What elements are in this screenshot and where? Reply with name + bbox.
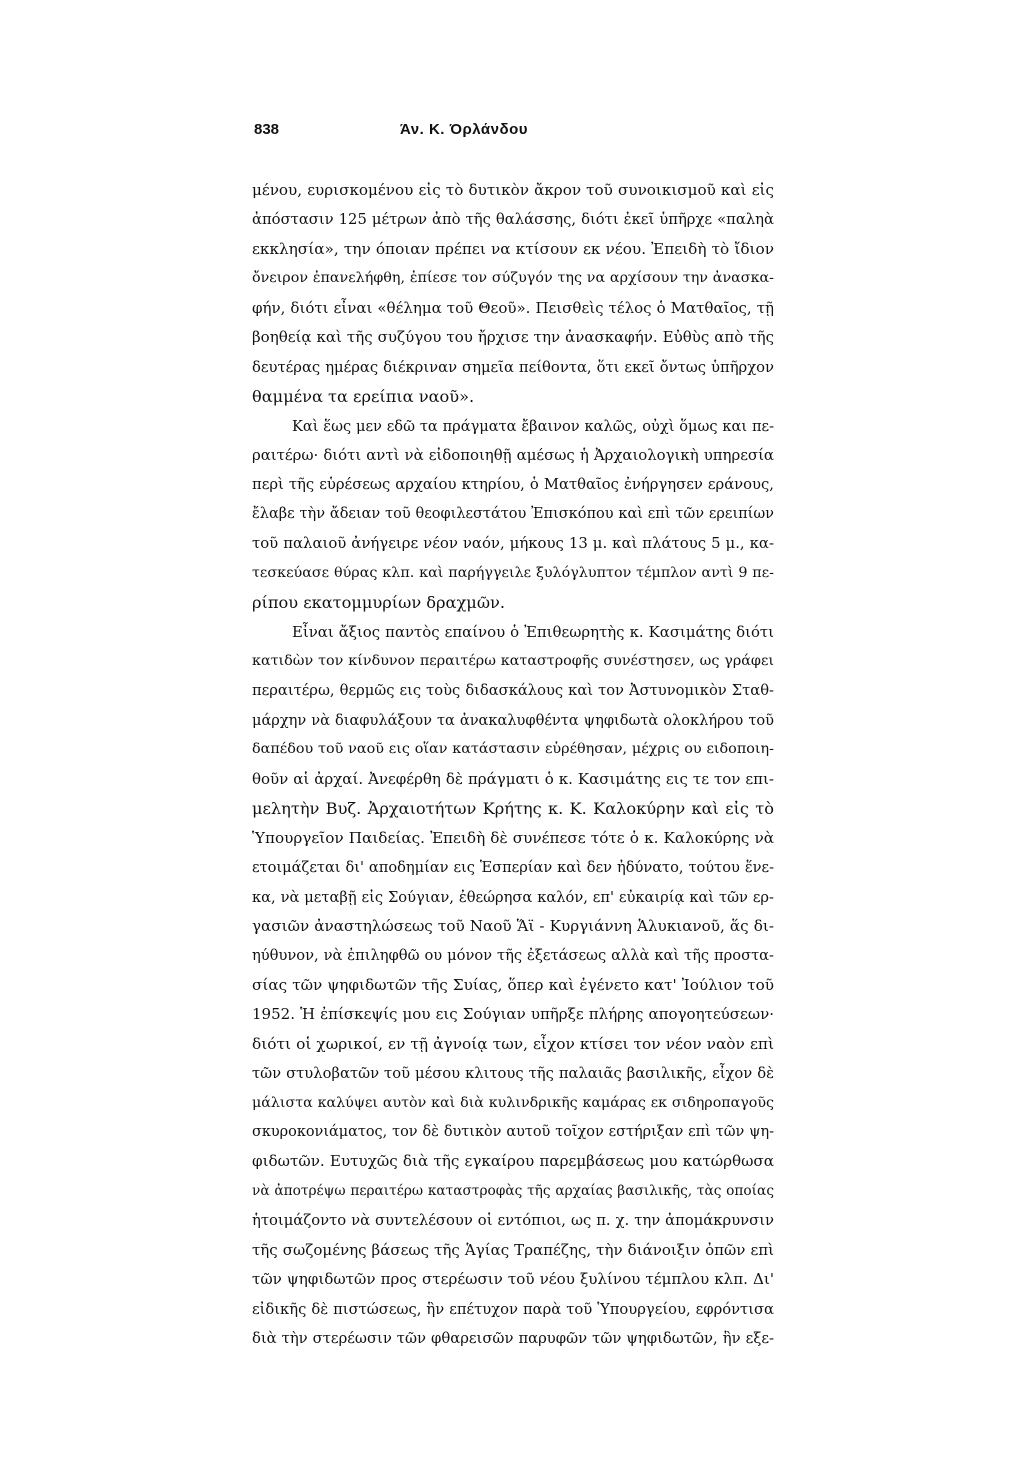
text-line: τῆς σωζομένης βάσεως τῆς Ἁγίας Τραπέζης, τὴν διάνοιξιν ὀπῶν επὶ [252,1240,774,1259]
text-line: τεσκεύασε θύρας κλπ. καὶ παρήγγειλε ξυλόγλυπτον τέμπλον αντὶ 9 πε- [252,564,774,581]
body-text [252,176,774,1354]
text-line: βοηθείᾳ καὶ τῆς συζύγου του ἤρχισε την ἀνασκαφήν. Εὐθὺς απὸ τῆς [252,328,774,347]
text-line: Ὑπουργεῖον Παιδείας. Ἐπειδὴ δὲ συνέπεσε τότε ὁ κ. Καλοκύρης νὰ [252,828,774,847]
text-line: φήν, διότι εἶναι «θέλημα τοῦ Θεοῦ». Πεισθεὶς τέλος ὁ Ματθαῖος, τῇ [252,298,774,317]
text-line: θοῦν αἱ ἀρχαί. Ἀνεφέρθη δὲ πράγματι ὁ κ. Κασιμάτης εις τε τον επι- [252,769,774,788]
text-line: κα, νὰ μεταβῇ εἰς Σούγιαν, ἐθεώρησα καλόν, επ' εὐκαιρίᾳ καὶ τῶν ερ- [252,888,774,906]
text-line: ρίπου εκατομμυρίων δραχμῶν. [252,593,506,613]
running-head [254,121,774,149]
paragraph-start: Εἶναι ἄξιος παντὸς επαίνου ὁ Ἐπιθεωρητὴς κ. Κασιμάτης διότι [292,622,774,641]
text-line: τοῦ παλαιοῦ ἀνήγειρε νέον ναόν, μήκους 13 μ. καὶ πλάτους 5 μ., κα- [252,534,774,553]
text-line: μάλιστα καλύψει αυτὸν καὶ διὰ κυλινδρικῆς καμάρας εκ σιδηροπαγοῦς [252,1094,774,1111]
text-line: ραιτέρω· διότι αντὶ νὰ εἰδοποιηθῇ αμέσως ἡ Ἀρχαιολογικὴ υπηρεσία [252,445,774,464]
text-line: ετοιμάζεται δι' αποδημίαν εις Ἑσπερίαν καὶ δεν ἠδύνατο, τούτου ἕνε- [252,859,774,877]
text-line: εκκλησία», την όποιαν πρέπει να κτίσουν εκ νέου. Ἐπειδὴ τὸ ἴδιον [252,239,774,258]
text-line: 1952. Ἡ ἐπίσκεψίς μου εις Σούγιαν υπῆρξε πλήρης απογοητεύσεων· [252,1005,774,1024]
text-line: μάρχην νὰ διαφυλάξουν τα ἀνακαλυφθέντα ψηφιδωτὰ ολοκλήρου τοῦ [252,711,774,729]
text-line: δευτέρας ημέρας διέκριναν σημεῖα πείθοντα, ὅτι εκεῖ ὄντως ὑπῆρχον [252,358,774,376]
text-line: διότι οἱ χωρικοί, εν τῇ ἀγνοίᾳ των, εἶχον κτίσει τον νέον ναὸν επὶ [252,1034,774,1053]
running-title: Άν. Κ. Όρλάνδου [400,121,528,138]
text-line: ἔλαβε τὴν ἄδειαν τοῦ θεοφιλεστάτου Ἐπισκόπου καὶ επὶ τῶν ερειπίων [252,505,774,522]
text-line: ἡτοιμάζοντο νὰ συντελέσουν οἱ εντόπιοι, ως π. χ. την ἀπομάκρυνσιν [252,1212,774,1230]
text-line: γασιῶν ἀναστηλώσεως τοῦ Ναοῦ Ἅϊ - Κυργιάννη Ἁλυκιανοῦ, ἅς δι- [252,916,774,935]
text-line: περαιτέρω, θερμῶς εις τοὺς διδασκάλους καὶ τον Ἀστυνομικὸν Σταθ- [252,682,774,700]
text-line: ὄνειρον ἐπανελήφθη, ἐπίεσε τον σύζυγόν της να αρχίσουν την ἀνασκα- [252,270,774,287]
text-line: ἀπόστασιν 125 μέτρων ἀπὸ τῆς θαλάσσης, διότι ἐκεῖ ὑπῆρχε «παληὰ [252,211,774,229]
text-line: εἰδικῆς δὲ πιστώσεως, ἣν επέτυχον παρὰ τοῦ Ὑπουργείου, εφρόντισα [252,1300,774,1318]
text-line: νὰ ἀποτρέψω περαιτέρω καταστροφὰς τῆς αρχαίας βασιλικῆς, τὰς οποίας [252,1182,774,1199]
text-line: κατιδὼν τον κίνδυνον περαιτέρω καταστροφῆς συνέστησεν, ως γράφει [252,653,774,669]
text-line: θαμμένα τα ερείπια ναοῦ». [252,387,475,407]
text-line: διὰ τὴν στερέωσιν τῶν φθαρεισῶν παρυφῶν τῶν ψηφιδωτῶν, ἣν εξε- [252,1330,774,1348]
text-line: μένου, ευρισκομένου εἰς τὸ δυτικὸν ἄκρον τοῦ συνοικισμοῦ καὶ εἰς [252,181,774,199]
text-line: περὶ τῆς εὑρέσεως αρχαίου κτηρίου, ὁ Ματθαῖος ἐνήργησεν εράνους, [252,476,774,494]
text-line: δαπέδου τοῦ ναοῦ εις οἵαν κατάστασιν εὑρέθησαν, μέχρις ου ειδοποιη- [252,741,774,758]
paragraph-start: Καὶ ἕως μεν εδῶ τα πράγματα ἔβαινον καλῶς, οὐχὶ ὅμως και πε- [292,417,774,435]
text-line: φιδωτῶν. Ευτυχῶς διὰ τῆς εγκαίρου παρεμβάσεως μου κατώρθωσα [252,1152,774,1171]
text-line: τῶν στυλοβατῶν τοῦ μέσου κλιτους τῆς παλαιᾶς βασιλικῆς, εἶχον δὲ [252,1065,774,1083]
page-number: 838 [254,121,280,138]
text-line: ηύθυνον, νὰ ἐπιληφθῶ ου μόνον τῆς ἐξετάσεως αλλὰ καὶ τῆς προστα- [252,947,774,965]
text-line: σκυροκονιάματος, τον δὲ δυτικὸν αυτοῦ τοῖχον εστήριξαν επὶ τῶν ψη- [252,1124,774,1140]
text-line: σίας τῶν ψηφιδωτῶν τῆς Συίας, ὅπερ καὶ ἐγένετο κατ' Ἰούλιον τοῦ [252,975,774,994]
text-line: μελητὴν Βυζ. Ἀρχαιοτήτων Κρήτης κ. Κ. Καλοκύρην καὶ εἰς τὸ [252,799,774,819]
text-line: τῶν ψηφιδωτῶν προς στερέωσιν τοῦ νέου ξυλίνου τέμπλου κλπ. Δι' [252,1270,774,1289]
